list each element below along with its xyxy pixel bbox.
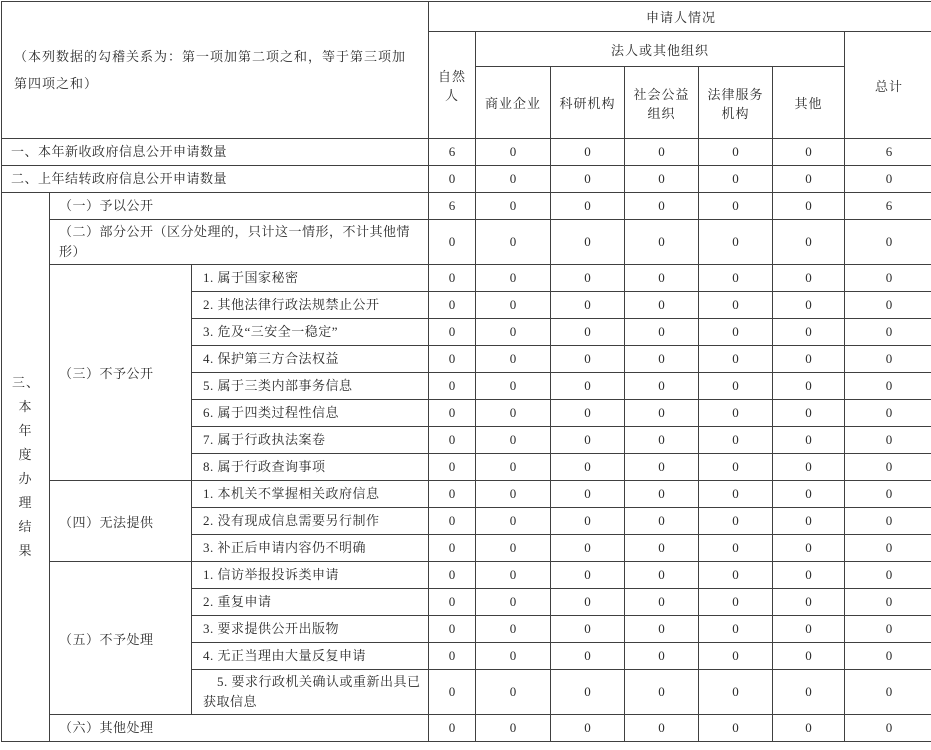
value-cell: 0 <box>699 139 773 166</box>
value-cell: 0 <box>476 373 551 400</box>
value-cell: 0 <box>429 454 476 481</box>
value-cell: 0 <box>699 616 773 643</box>
row-label: 2. 重复申请 <box>192 589 429 616</box>
value-cell: 6 <box>429 193 476 220</box>
value-cell: 0 <box>476 400 551 427</box>
row-category-label: （五）不予处理 <box>50 562 192 715</box>
row-label: 2. 没有现成信息需要另行制作 <box>192 508 429 535</box>
header-legal-org: 法人或其他组织 <box>476 32 845 67</box>
header-total: 总计 <box>845 32 931 139</box>
value-cell: 0 <box>476 670 551 715</box>
value-cell: 0 <box>476 616 551 643</box>
value-cell: 0 <box>699 643 773 670</box>
value-cell: 0 <box>845 265 931 292</box>
value-cell: 0 <box>699 589 773 616</box>
value-cell: 6 <box>845 193 931 220</box>
row-label: 二、上年结转政府信息公开申请数量 <box>2 166 429 193</box>
row-label: 5. 要求行政机关确认或重新出具已获取信息 <box>192 670 429 715</box>
value-cell: 0 <box>551 346 625 373</box>
value-cell: 0 <box>476 220 551 265</box>
value-cell: 0 <box>625 643 699 670</box>
value-cell: 0 <box>773 193 845 220</box>
value-cell: 0 <box>773 562 845 589</box>
value-cell: 0 <box>476 166 551 193</box>
header-row-1 <box>2 2 931 32</box>
value-cell: 0 <box>699 454 773 481</box>
value-cell: 0 <box>773 508 845 535</box>
value-cell: 0 <box>625 292 699 319</box>
value-cell: 0 <box>625 454 699 481</box>
value-cell: 0 <box>429 715 476 742</box>
value-cell: 0 <box>845 670 931 715</box>
value-cell: 0 <box>551 427 625 454</box>
row-label: 6. 属于四类过程性信息 <box>192 400 429 427</box>
table-row <box>2 715 931 742</box>
value-cell: 0 <box>551 589 625 616</box>
value-cell: 0 <box>476 292 551 319</box>
value-cell: 0 <box>699 193 773 220</box>
value-cell: 0 <box>845 427 931 454</box>
value-cell: 0 <box>551 535 625 562</box>
value-cell: 0 <box>429 670 476 715</box>
value-cell: 0 <box>429 481 476 508</box>
value-cell: 0 <box>551 400 625 427</box>
value-cell: 0 <box>429 535 476 562</box>
table-row <box>2 193 931 220</box>
value-cell: 0 <box>551 292 625 319</box>
value-cell: 0 <box>551 508 625 535</box>
value-cell: 0 <box>429 508 476 535</box>
header-natural-person: 自然人 <box>429 32 476 139</box>
value-cell: 0 <box>845 454 931 481</box>
value-cell: 0 <box>429 265 476 292</box>
value-cell: 0 <box>429 643 476 670</box>
value-cell: 0 <box>429 346 476 373</box>
row-label: 3. 要求提供公开出版物 <box>192 616 429 643</box>
value-cell: 0 <box>773 346 845 373</box>
value-cell: 0 <box>845 481 931 508</box>
value-cell: 0 <box>845 220 931 265</box>
value-cell: 0 <box>699 319 773 346</box>
value-cell: 0 <box>429 166 476 193</box>
value-cell: 0 <box>699 220 773 265</box>
value-cell: 0 <box>699 166 773 193</box>
value-cell: 0 <box>625 346 699 373</box>
value-cell: 0 <box>625 265 699 292</box>
row-label: （二）部分公开（区分处理的，只计这一情形，不计其他情形） <box>50 220 429 265</box>
value-cell: 0 <box>699 427 773 454</box>
value-cell: 0 <box>476 454 551 481</box>
value-cell: 0 <box>773 265 845 292</box>
value-cell: 0 <box>625 427 699 454</box>
value-cell: 0 <box>551 373 625 400</box>
value-cell: 6 <box>429 139 476 166</box>
row-label: 4. 无正当理由大量反复申请 <box>192 643 429 670</box>
row-label: （六）其他处理 <box>50 715 429 742</box>
value-cell: 0 <box>476 481 551 508</box>
value-cell: 0 <box>625 589 699 616</box>
value-cell: 0 <box>773 481 845 508</box>
table-row <box>2 481 931 508</box>
value-cell: 0 <box>476 427 551 454</box>
value-cell: 0 <box>551 193 625 220</box>
table-row <box>2 265 931 292</box>
value-cell: 0 <box>773 292 845 319</box>
row-category-label: （三）不予公开 <box>50 265 192 481</box>
value-cell: 0 <box>429 220 476 265</box>
row-group-label: 三、本年度办理结果 <box>2 193 50 742</box>
row-label: 8. 属于行政查询事项 <box>192 454 429 481</box>
value-cell: 0 <box>551 481 625 508</box>
value-cell: 0 <box>845 589 931 616</box>
value-cell: 0 <box>551 265 625 292</box>
value-cell: 0 <box>551 220 625 265</box>
value-cell: 0 <box>699 670 773 715</box>
value-cell: 0 <box>773 670 845 715</box>
value-cell: 0 <box>551 139 625 166</box>
value-cell: 0 <box>429 589 476 616</box>
value-cell: 0 <box>773 535 845 562</box>
value-cell: 0 <box>625 373 699 400</box>
value-cell: 0 <box>551 670 625 715</box>
value-cell: 0 <box>476 265 551 292</box>
row-label: 3. 危及“三安全一稳定” <box>192 319 429 346</box>
value-cell: 0 <box>845 166 931 193</box>
value-cell: 0 <box>625 616 699 643</box>
header-legal-service-agency: 法律服务机构 <box>699 67 773 139</box>
row-label: 5. 属于三类内部事务信息 <box>192 373 429 400</box>
value-cell: 0 <box>845 346 931 373</box>
value-cell: 0 <box>773 427 845 454</box>
value-cell: 0 <box>625 562 699 589</box>
value-cell: 0 <box>476 535 551 562</box>
value-cell: 0 <box>429 400 476 427</box>
value-cell: 0 <box>845 562 931 589</box>
value-cell: 0 <box>845 292 931 319</box>
value-cell: 0 <box>429 427 476 454</box>
value-cell: 0 <box>845 400 931 427</box>
table-row <box>2 166 931 193</box>
value-cell: 0 <box>773 454 845 481</box>
row-label: （一）予以公开 <box>50 193 429 220</box>
header-applicant-situation: 申请人情况 <box>429 2 931 32</box>
value-cell: 0 <box>625 166 699 193</box>
value-cell: 0 <box>699 265 773 292</box>
row-category-label: （四）无法提供 <box>50 481 192 562</box>
header-other: 其他 <box>773 67 845 139</box>
value-cell: 0 <box>625 508 699 535</box>
value-cell: 0 <box>699 346 773 373</box>
row-label: 3. 补正后申请内容仍不明确 <box>192 535 429 562</box>
value-cell: 0 <box>625 319 699 346</box>
value-cell: 0 <box>773 319 845 346</box>
value-cell: 0 <box>773 166 845 193</box>
value-cell: 0 <box>625 220 699 265</box>
value-cell: 0 <box>429 319 476 346</box>
value-cell: 0 <box>773 139 845 166</box>
value-cell: 0 <box>773 220 845 265</box>
value-cell: 0 <box>551 616 625 643</box>
table-row <box>2 562 931 589</box>
disclosure-table <box>1 1 931 742</box>
row-label: 一、本年新收政府信息公开申请数量 <box>2 139 429 166</box>
value-cell: 0 <box>625 193 699 220</box>
value-cell: 0 <box>551 562 625 589</box>
value-cell: 0 <box>476 319 551 346</box>
value-cell: 0 <box>845 715 931 742</box>
value-cell: 0 <box>625 481 699 508</box>
value-cell: 0 <box>476 139 551 166</box>
table-note: （本列数据的勾稽关系为：第一项加第二项之和，等于第三项加第四项之和） <box>2 2 429 139</box>
value-cell: 0 <box>476 643 551 670</box>
value-cell: 0 <box>476 346 551 373</box>
value-cell: 0 <box>429 373 476 400</box>
value-cell: 0 <box>845 319 931 346</box>
value-cell: 0 <box>551 166 625 193</box>
value-cell: 0 <box>476 562 551 589</box>
value-cell: 0 <box>699 481 773 508</box>
value-cell: 0 <box>773 373 845 400</box>
header-commercial-enterprise: 商业企业 <box>476 67 551 139</box>
value-cell: 0 <box>476 193 551 220</box>
value-cell: 0 <box>845 508 931 535</box>
value-cell: 0 <box>625 139 699 166</box>
value-cell: 0 <box>773 643 845 670</box>
row-label: 1. 本机关不掌握相关政府信息 <box>192 481 429 508</box>
value-cell: 0 <box>773 715 845 742</box>
row-label: 1. 属于国家秘密 <box>192 265 429 292</box>
value-cell: 0 <box>625 670 699 715</box>
value-cell: 0 <box>699 715 773 742</box>
value-cell: 0 <box>699 508 773 535</box>
row-label: 1. 信访举报投诉类申请 <box>192 562 429 589</box>
value-cell: 0 <box>699 373 773 400</box>
value-cell: 0 <box>476 589 551 616</box>
table-row <box>2 220 931 265</box>
value-cell: 0 <box>845 373 931 400</box>
value-cell: 0 <box>476 508 551 535</box>
table-body <box>2 139 931 742</box>
value-cell: 0 <box>625 715 699 742</box>
header-social-welfare-org: 社会公益组织 <box>625 67 699 139</box>
value-cell: 0 <box>699 400 773 427</box>
row-label: 4. 保护第三方合法权益 <box>192 346 429 373</box>
value-cell: 0 <box>773 616 845 643</box>
table-header <box>2 2 931 139</box>
value-cell: 0 <box>429 562 476 589</box>
value-cell: 0 <box>625 400 699 427</box>
value-cell: 0 <box>773 589 845 616</box>
value-cell: 0 <box>845 535 931 562</box>
value-cell: 0 <box>699 562 773 589</box>
value-cell: 0 <box>476 715 551 742</box>
row-label: 7. 属于行政执法案卷 <box>192 427 429 454</box>
header-research-institution: 科研机构 <box>551 67 625 139</box>
value-cell: 0 <box>845 616 931 643</box>
row-label: 2. 其他法律行政法规禁止公开 <box>192 292 429 319</box>
value-cell: 0 <box>551 454 625 481</box>
value-cell: 0 <box>551 715 625 742</box>
value-cell: 0 <box>551 643 625 670</box>
table-row <box>2 139 931 166</box>
value-cell: 0 <box>773 400 845 427</box>
value-cell: 0 <box>845 643 931 670</box>
value-cell: 0 <box>625 535 699 562</box>
value-cell: 0 <box>429 616 476 643</box>
value-cell: 0 <box>551 319 625 346</box>
value-cell: 0 <box>429 292 476 319</box>
value-cell: 6 <box>845 139 931 166</box>
value-cell: 0 <box>699 292 773 319</box>
value-cell: 0 <box>699 535 773 562</box>
